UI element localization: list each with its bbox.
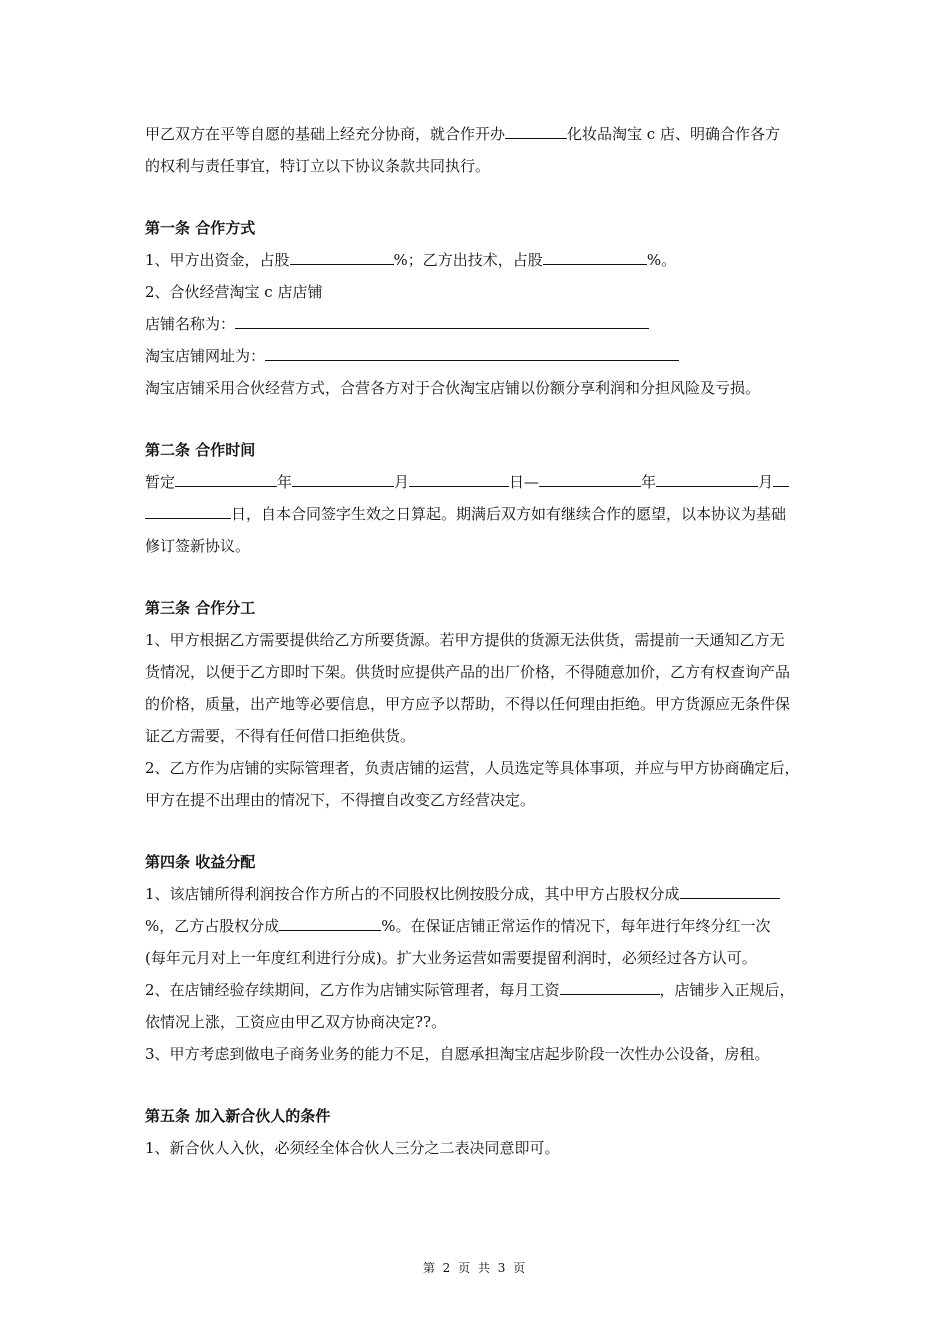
article-2-line-2 xyxy=(145,498,809,530)
intro-line-1 xyxy=(145,118,809,150)
article-1-clause-1 xyxy=(145,244,809,276)
clause-text: 暂定 xyxy=(145,473,176,491)
fill-blank xyxy=(543,246,647,265)
shop-name-blank xyxy=(235,310,649,329)
clause-text: 年 xyxy=(277,473,293,491)
article-1-title: 第一条 合作方式 xyxy=(145,219,256,237)
article-2-line-1 xyxy=(145,466,809,498)
clause-text: 年 xyxy=(641,473,657,491)
article-3-line-2: 货情况，以便于乙方即时下架。供货时应提供产品的出厂价格，不得随意加价，乙方有权查询产品 xyxy=(145,663,791,681)
fill-blank xyxy=(539,468,641,487)
fill-blank xyxy=(145,500,231,519)
article-4-line-1 xyxy=(145,878,809,910)
article-4-title: 第四条 收益分配 xyxy=(145,853,256,871)
intro-line-2: 的权利与责任事宜，特订立以下协议条款共同执行。 xyxy=(145,157,491,175)
article-2-line-3: 修订签新协议。 xyxy=(145,537,251,555)
clause-text: 月 xyxy=(758,473,774,491)
article-1-clause-3: 淘宝店铺采用合伙经营方式，合营各方对于合伙淘宝店铺以份额分享利润和分担风险及亏损。 xyxy=(145,379,761,397)
clause-text: %。在保证店铺正常运作的情况下，每年进行年终分红一次 xyxy=(381,917,771,935)
shop-url-line xyxy=(145,340,809,372)
section-gap xyxy=(145,182,809,212)
clause-text: %。 xyxy=(646,251,677,269)
fill-blank xyxy=(560,976,660,995)
article-3-line-5: 2、乙方作为店铺的实际管理者，负责店铺的运营，人员选定等具体事项，并应与甲方协商确定后， xyxy=(145,759,800,777)
fill-blank xyxy=(680,880,780,899)
article-3-title: 第三条 合作分工 xyxy=(145,599,256,617)
clause-text: 月 xyxy=(394,473,410,491)
shop-url-label: 淘宝店铺网址为： xyxy=(145,347,266,365)
fill-blank xyxy=(656,468,758,487)
article-4-line-6: 3、甲方考虑到做电子商务业务的能力不足，自愿承担淘宝店起步阶段一次性办公设备，房租。 xyxy=(145,1045,770,1063)
clause-text: %，乙方占股权分成 xyxy=(145,917,280,935)
shop-name-line xyxy=(145,308,809,340)
fill-blank xyxy=(292,468,394,487)
fill-blank xyxy=(409,468,509,487)
fill-blank xyxy=(279,912,381,931)
fill-blank xyxy=(773,468,789,487)
intro-text-b: 化妆品淘宝 c 店、明确合作各方 xyxy=(567,125,780,143)
article-3-line-4: 证乙方需要，不得有任何借口拒绝供货。 xyxy=(145,727,416,745)
article-3-line-1: 1、甲方根据乙方需要提供给乙方所要货源。若甲方提供的货源无法供货，需提前一天通知乙方无 xyxy=(145,631,785,649)
section-gap xyxy=(145,1070,809,1100)
article-4-line-2 xyxy=(145,910,809,942)
clause-text: 日，自本合同签字生效之日算起。期满后双方如有继续合作的愿望，以本协议为基础 xyxy=(231,505,787,523)
clause-text: ，店铺步入正规后， xyxy=(659,981,795,999)
section-gap xyxy=(145,404,809,434)
fill-blank xyxy=(290,246,394,265)
page-footer: 第 2 页 共 3 页 xyxy=(422,1261,528,1275)
fill-blank xyxy=(175,468,277,487)
intro-text-a: 甲乙双方在平等自愿的基础上经充分协商，就合作开办 xyxy=(145,125,506,143)
article-2-title: 第二条 合作时间 xyxy=(145,441,256,459)
article-4-line-3: (每年元月对上一年度红利进行分成)。扩大业务运营如需要提留利润时，必须经过各方认可。 xyxy=(145,949,757,967)
article-5-line-1: 1、新合伙人入伙，必须经全体合伙人三分之二表决同意即可。 xyxy=(145,1139,560,1157)
article-3-line-6: 甲方在提不出理由的情况下，不得擅自改变乙方经营决定。 xyxy=(145,791,536,809)
clause-text: 1、该店铺所得利润按合作方所占的不同股权比例按股分成，其中甲方占股权分成 xyxy=(145,885,680,903)
clause-text: 2、在店铺经验存续期间，乙方作为店铺实际管理者，每月工资 xyxy=(145,981,560,999)
fill-blank xyxy=(505,120,567,139)
section-gap xyxy=(145,816,809,846)
clause-text: 1、甲方出资金，占股 xyxy=(145,251,290,269)
shop-url-blank xyxy=(265,342,679,361)
document-body xyxy=(145,118,809,1164)
article-4-line-4 xyxy=(145,974,809,1006)
article-4-line-5: 依情况上涨，工资应由甲乙双方协商决定??。 xyxy=(145,1013,447,1031)
shop-name-label: 店铺名称为： xyxy=(145,315,236,333)
article-5-title: 第五条 加入新合伙人的条件 xyxy=(145,1107,331,1125)
article-3-line-3: 的价格，质量，出产地等必要信息，甲方应予以帮助，不得以任何理由拒绝。甲方货源应无条件保 xyxy=(145,695,791,713)
clause-text: %；乙方出技术，占股 xyxy=(393,251,543,269)
clause-text: 日— xyxy=(509,473,540,491)
article-1-clause-2: 2、合伙经营淘宝 c 店店铺 xyxy=(145,283,323,301)
section-gap xyxy=(145,562,809,592)
